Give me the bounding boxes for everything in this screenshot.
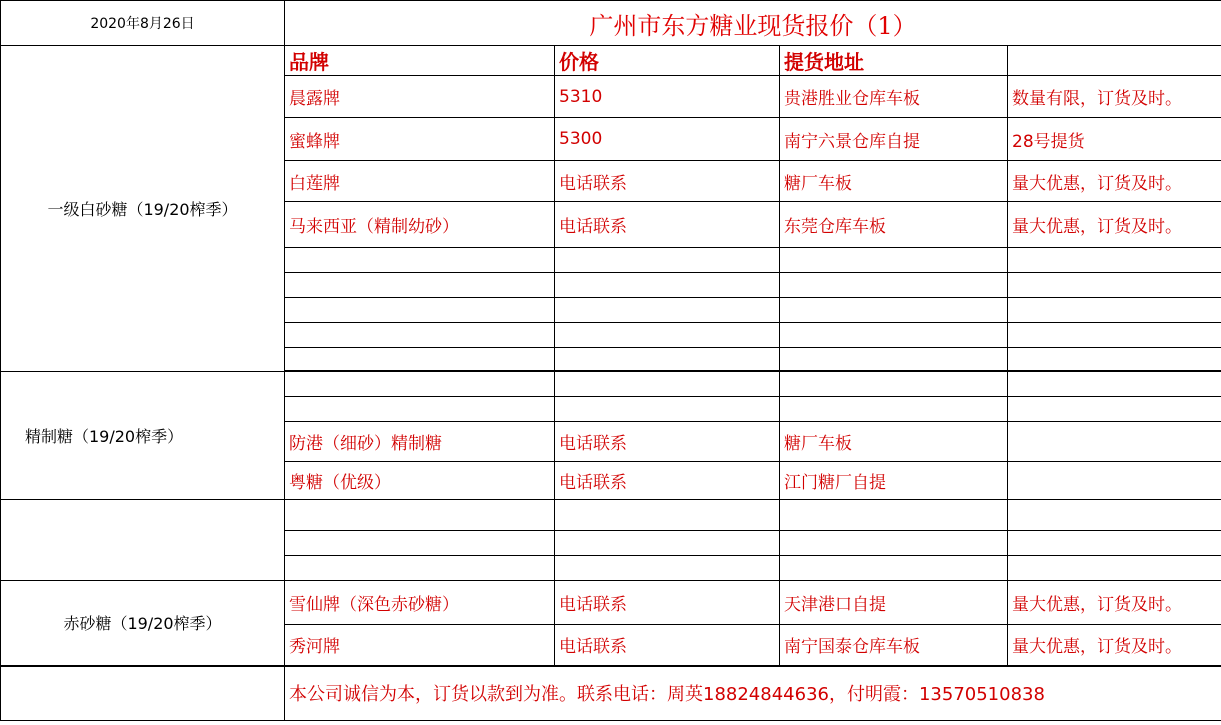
footer-notice[interactable]: 本公司诚信为本，订货以款到为准。联系电话：周英18824844636，付明霞：13570510838: [285, 666, 1221, 721]
price-cell[interactable]: 电话联系: [555, 462, 780, 500]
empty-cell[interactable]: [555, 556, 780, 581]
date-cell[interactable]: 2020年8月26日: [1, 1, 285, 46]
empty-cell[interactable]: [555, 500, 780, 531]
note-cell[interactable]: 28号提货: [1008, 118, 1221, 161]
price-cell[interactable]: 电话联系: [555, 202, 780, 248]
empty-cell[interactable]: [1008, 372, 1221, 397]
location-cell[interactable]: 糖厂车板: [780, 422, 1008, 462]
page-title[interactable]: 广州市东方糖业现货报价（1）: [285, 1, 1221, 46]
empty-cell[interactable]: [285, 273, 555, 298]
category-white-sugar[interactable]: 一级白砂糖（19/20榨季）: [1, 46, 285, 372]
note-cell[interactable]: 量大优惠，订货及时。: [1008, 202, 1221, 248]
empty-cell[interactable]: [285, 248, 555, 273]
empty-category-cell[interactable]: [1, 500, 285, 581]
empty-cell[interactable]: [285, 556, 555, 581]
brand-cell[interactable]: 雪仙牌（深色赤砂糖）: [285, 581, 555, 625]
empty-cell[interactable]: [780, 531, 1008, 556]
brand-cell[interactable]: 粤糖（优级）: [285, 462, 555, 500]
empty-row: [1, 500, 1221, 531]
column-header-location[interactable]: 提货地址: [780, 46, 1008, 76]
note-cell[interactable]: [1008, 422, 1221, 462]
empty-cell[interactable]: [1008, 556, 1221, 581]
empty-cell[interactable]: [1008, 531, 1221, 556]
column-header-brand[interactable]: 品牌: [285, 46, 555, 76]
empty-cell[interactable]: [780, 500, 1008, 531]
price-cell[interactable]: 电话联系: [555, 161, 780, 202]
note-cell[interactable]: 量大优惠，订货及时。: [1008, 581, 1221, 625]
empty-cell[interactable]: [285, 500, 555, 531]
empty-cell[interactable]: [1008, 248, 1221, 273]
empty-cell[interactable]: [555, 531, 780, 556]
note-cell[interactable]: 量大优惠，订货及时。: [1008, 161, 1221, 202]
empty-cell[interactable]: [555, 298, 780, 323]
empty-cell[interactable]: [780, 248, 1008, 273]
table-row: [1, 581, 1221, 625]
empty-cell[interactable]: [1008, 273, 1221, 298]
empty-cell[interactable]: [555, 248, 780, 273]
note-cell[interactable]: 数量有限，订货及时。: [1008, 76, 1221, 118]
brand-cell[interactable]: 防港（细砂）精制糖: [285, 422, 555, 462]
brand-cell[interactable]: 马来西亚（精制幼砂）: [285, 202, 555, 248]
location-cell[interactable]: 东莞仓库车板: [780, 202, 1008, 248]
price-cell[interactable]: 5310: [555, 76, 780, 118]
empty-cell[interactable]: [285, 348, 555, 371]
location-cell[interactable]: 糖厂车板: [780, 161, 1008, 202]
brand-cell[interactable]: 秀河牌: [285, 625, 555, 666]
location-cell[interactable]: 贵港胜业仓库车板: [780, 76, 1008, 118]
empty-cell[interactable]: [555, 348, 780, 371]
empty-cell[interactable]: [780, 273, 1008, 298]
brand-cell[interactable]: 白莲牌: [285, 161, 555, 202]
category-refined-sugar[interactable]: 精制糖（19/20榨季）: [1, 372, 285, 500]
empty-cell[interactable]: [285, 531, 555, 556]
location-cell[interactable]: 南宁国泰仓库车板: [780, 625, 1008, 666]
column-header-price[interactable]: 价格: [555, 46, 780, 76]
empty-cell[interactable]: [780, 397, 1008, 422]
empty-cell[interactable]: [555, 372, 780, 397]
price-cell[interactable]: 电话联系: [555, 625, 780, 666]
column-header-note[interactable]: [1008, 46, 1221, 76]
empty-cell[interactable]: [780, 372, 1008, 397]
empty-cell[interactable]: [780, 298, 1008, 323]
empty-cell[interactable]: [1008, 323, 1221, 348]
empty-row: [1, 372, 1221, 397]
location-cell[interactable]: 南宁六景仓库自提: [780, 118, 1008, 161]
category-brown-sugar[interactable]: 赤砂糖（19/20榨季）: [1, 581, 285, 666]
empty-cell[interactable]: [285, 397, 555, 422]
empty-cell[interactable]: [555, 397, 780, 422]
empty-cell[interactable]: [1008, 500, 1221, 531]
footer-blank-cell[interactable]: [1, 666, 285, 721]
note-cell[interactable]: 量大优惠，订货及时。: [1008, 625, 1221, 666]
brand-cell[interactable]: 晨露牌: [285, 76, 555, 118]
empty-cell[interactable]: [1008, 397, 1221, 422]
empty-cell[interactable]: [555, 323, 780, 348]
location-cell[interactable]: 江门糖厂自提: [780, 462, 1008, 500]
brand-cell[interactable]: 蜜蜂牌: [285, 118, 555, 161]
empty-cell[interactable]: [1008, 298, 1221, 323]
empty-cell[interactable]: [555, 273, 780, 298]
price-cell[interactable]: 电话联系: [555, 422, 780, 462]
empty-cell[interactable]: [780, 556, 1008, 581]
empty-cell[interactable]: [285, 372, 555, 397]
empty-cell[interactable]: [1008, 348, 1221, 371]
note-cell[interactable]: [1008, 462, 1221, 500]
price-cell[interactable]: 5300: [555, 118, 780, 161]
price-cell[interactable]: 电话联系: [555, 581, 780, 625]
empty-cell[interactable]: [780, 323, 1008, 348]
location-cell[interactable]: 天津港口自提: [780, 581, 1008, 625]
empty-cell[interactable]: [285, 298, 555, 323]
empty-cell[interactable]: [780, 348, 1008, 371]
empty-cell[interactable]: [285, 323, 555, 348]
